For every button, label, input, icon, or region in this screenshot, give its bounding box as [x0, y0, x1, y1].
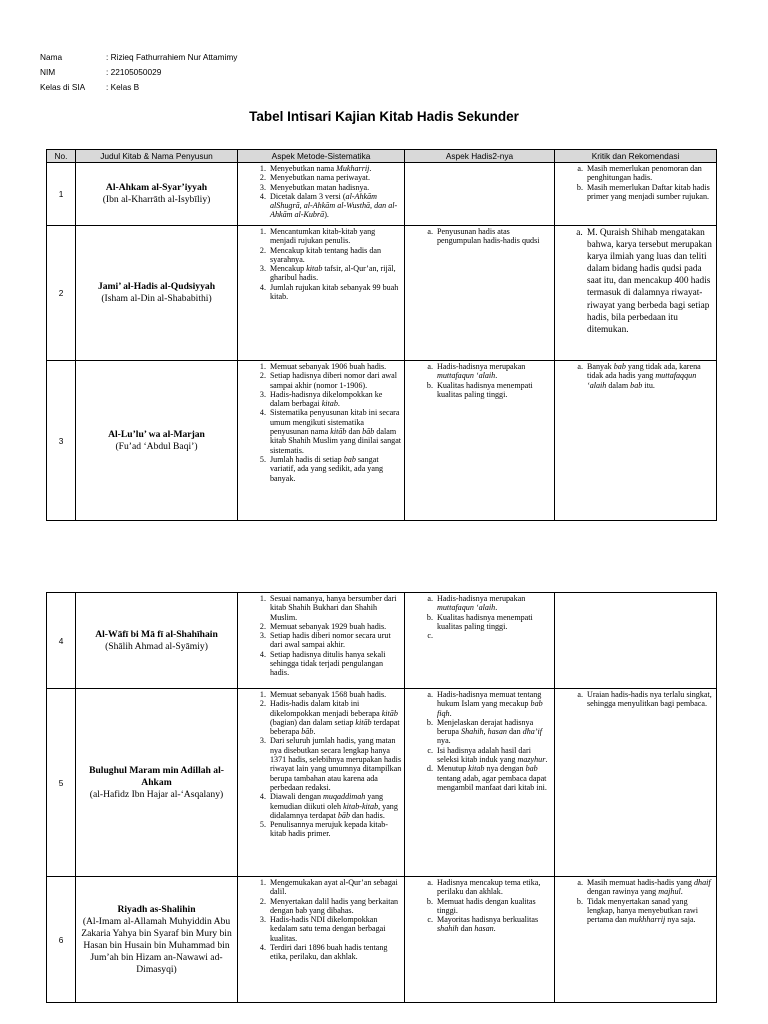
- header-judul: Judul Kitab & Nama Penyusun: [76, 150, 238, 163]
- header-metode: Aspek Metode-Sistematika: [238, 150, 405, 163]
- metode-list: [238, 690, 404, 839]
- book-author: (Isham al-Din al-Shababithi): [101, 293, 212, 304]
- kritik-cell: [555, 361, 717, 521]
- list-item: a. Uraian hadis-hadis nya terlalu singkat, sehingga menyulitkan bagi pembaca.: [585, 690, 714, 709]
- book-author: (Fu’ad ‘Abdul Baqi’): [115, 440, 198, 452]
- metode-cell: [238, 361, 405, 521]
- list-item: 3. Hadis-hadisnya dikelompokkan ke dalam berbagai kitab.: [268, 390, 402, 409]
- list-item: 4. Sistematika penyusunan kitab ini secara umum mengikuti sistematika penyusunan nama kitāb dan bāb dalam kitab Shahih Muslim yang dinilai sangat sistematis.: [268, 408, 402, 454]
- list-item: b. Masih memerlukan Daftar kitab hadis primer yang menjadi sumber rujukan.: [585, 183, 714, 202]
- list-item: 2. Menyebutkan nama periwayat.: [268, 173, 402, 182]
- list-item: a. M. Quraish Shihab mengatakan bahwa, karya tersebut merupakan karya ilmiah yang luas dan teliti dalam bidang hadis qudsi pada saat itu, dan mencakup 400 hadis termasuk di dalamnya riwayat-riwayat yang berbeda bagi setiap hadis, bila perbedaan itu ditemukan.: [585, 227, 714, 336]
- book-title: Al-Lu’lu’ wa al-Marjan: [108, 428, 205, 440]
- book-title-cell: [76, 593, 238, 689]
- kritik-list: [555, 362, 716, 390]
- metode-list: [238, 594, 404, 678]
- list-item: 3. Hadis-hadis NDI dikelompokkan kedalam satu tema dengan berbagai kualitas.: [268, 915, 402, 943]
- metode-list: [238, 878, 404, 962]
- kritik-list: [555, 878, 716, 924]
- list-item: a. Hadis-hadisnya merupakan muttafaqun ‘alaih.: [435, 594, 552, 613]
- list-item: 4. Jumlah rujukan kitab sebanyak 99 buah kitab.: [268, 283, 402, 302]
- header-no: No.: [47, 150, 76, 163]
- book-title: Al-Ahkam al-Syar’iyyah: [105, 182, 208, 193]
- metode-list: [238, 362, 404, 483]
- table-row: [47, 877, 717, 1003]
- book-author: (Al-Imam al-Allamah Muhyiddin Abu Zakaria Yahya bin Syaraf bin Mury bin Hasan bin Husain bin Muhammad bin Jum’ah bin Hizam an-Nawawi ad-Dimasyqi): [81, 915, 232, 975]
- metode-cell: [238, 593, 405, 689]
- hadis-cell: [405, 593, 555, 689]
- hadis-cell: [405, 689, 555, 877]
- hadis-list: [405, 690, 554, 792]
- kelas-label: Kelas di SIA: [40, 82, 86, 92]
- list-item: a. Masih memerlukan penomoran dan penghitungan hadis.: [585, 164, 714, 183]
- metode-cell: [238, 877, 405, 1003]
- header-kritik: Kritik dan Rekomendasi: [555, 150, 717, 163]
- hadis-list: [405, 362, 554, 399]
- list-item: b. Kualitas hadisnya menempati kualitas paling tinggi.: [435, 381, 552, 400]
- list-item: [435, 631, 552, 640]
- list-item: a. Banyak bab yang tidak ada, karena tidak ada hadis yang muttafaqqun ‘alaih dalam bab itu.: [585, 362, 714, 390]
- hadis-cell: [405, 877, 555, 1003]
- list-item: 1. Memuat sebanyak 1906 buah hadis.: [268, 362, 402, 371]
- table-part-1: [46, 149, 717, 521]
- kritik-cell: [555, 226, 717, 361]
- list-item: b. Tidak menyertakan sanad yang lengkap, hanya menyebutkan rawi pertama dan mukhharrij nya saja.: [585, 897, 714, 925]
- book-title-cell: [76, 226, 238, 361]
- table-row: [47, 361, 717, 521]
- name-label: Nama: [40, 52, 63, 62]
- list-item: 1. Sesuai namanya, hanya bersumber dari kitab Shahih Bukhari dan Shahih Muslim.: [268, 594, 402, 622]
- hadis-list: [405, 227, 554, 246]
- kritik-cell: [555, 593, 717, 689]
- row-number: 2: [47, 226, 76, 361]
- list-item: 5. Penulisannya merujuk kepada kitab-kitab hadis primer.: [268, 820, 402, 839]
- hadis-cell: [405, 163, 555, 226]
- row-number: 1: [47, 163, 76, 226]
- book-title: Riyadh as-Shalihin: [117, 903, 196, 915]
- row-number: 5: [47, 689, 76, 877]
- list-item: 3. Menyebutkan matan hadisnya.: [268, 183, 402, 192]
- hadis-list: [405, 594, 554, 640]
- name-value: : Rizieq Fathurrahiem Nur Attamimy: [106, 52, 238, 62]
- list-item: 2. Hadis-hadis dalam kitab ini dikelompokkan menjadi beberapa kitāb (bagian) dan dalam setiap kitāb terdapat beberapa bāb.: [268, 699, 402, 736]
- book-title: Bulughul Maram min Adillah al-Ahkam: [89, 764, 224, 788]
- page-title: Tabel Intisari Kajian Kitab Hadis Sekunder: [249, 109, 519, 124]
- kritik-list: [555, 164, 716, 201]
- kritik-cell: [555, 163, 717, 226]
- list-item: 5. Jumlah hadis di setiap bab sangat variatif, ada yang sedikit, ada yang banyak.: [268, 455, 402, 483]
- list-item: b. Menjelaskan derajat hadisnya berupa Shahih, hasan dan dha’if nya.: [435, 718, 552, 746]
- list-item: 2. Menyertakan dalil hadis yang berkaitan dengan bab yang dibahas.: [268, 897, 402, 916]
- list-item: a. Hadis-hadisnya memuat tentang hukum Islam yang mecakup bab fiqh.: [435, 690, 552, 718]
- nim-label: NIM: [40, 67, 56, 77]
- list-item: 4. Diawali dengan muqaddimah yang kemudian diikuti oleh kitab-kitab, yang didalamnya terdapat bāb dan hadis.: [268, 792, 402, 820]
- kritik-list: [555, 227, 716, 336]
- header-hadis: Aspek Hadis2-nya: [405, 150, 555, 163]
- info-row-name: [40, 50, 237, 65]
- list-item: 1. Memuat sebanyak 1568 buah hadis.: [268, 690, 402, 699]
- list-item: d. Menutup kitab nya dengan bab tentang adab, agar pembaca dapat mengambil manfaat dari kitab ini.: [435, 764, 552, 792]
- hadis-cell: [405, 361, 555, 521]
- list-item: b. Kualitas hadisnya menempati kualitas paling tinggi.: [435, 613, 552, 632]
- list-item: 3. Mencakup kitab tafsir, al-Qur’an, rijāl, gharibul hadis.: [268, 264, 402, 283]
- metode-cell: [238, 689, 405, 877]
- list-item: 3. Setiap hadis diberi nomor secara urut dari awal sampai akhir.: [268, 631, 402, 650]
- book-title-cell: [76, 877, 238, 1003]
- metode-list: [238, 164, 404, 220]
- table-row: [47, 226, 717, 361]
- row-number: 6: [47, 877, 76, 1003]
- table-row: [47, 163, 717, 226]
- info-row-nim: [40, 65, 237, 80]
- metode-cell: [238, 163, 405, 226]
- book-title-cell: [76, 361, 238, 521]
- book-author: (Shālih Ahmad al-Syāmiy): [105, 640, 208, 652]
- list-item: 2. Memuat sebanyak 1929 buah hadis.: [268, 622, 402, 631]
- metode-list: [238, 227, 404, 301]
- hadis-list: [405, 878, 554, 934]
- list-item: a. Hadis-hadisnya merupakan muttafaqun ‘alaih.: [435, 362, 552, 381]
- list-item: a. Penyusunan hadis atas pengumpulan hadis-hadis qudsi: [435, 227, 552, 246]
- list-item: 2. Setiap hadisnya diberi nomor dari awal sampai akhir (nomor 1-1906).: [268, 371, 402, 390]
- kritik-cell: [555, 877, 717, 1003]
- table-row: [47, 689, 717, 877]
- book-title-cell: [76, 689, 238, 877]
- table-header-row: [47, 150, 717, 163]
- row-number: 4: [47, 593, 76, 689]
- list-item: 1. Mencantumkan kitab-kitab yang menjadi rujukan penulis.: [268, 227, 402, 246]
- info-row-kelas: [40, 80, 237, 95]
- list-item: 2. Mencakup kitab tentang hadis dan syarahnya.: [268, 246, 402, 265]
- book-title: Al-Wāfī bi Mā fī al-Shahīhain: [95, 628, 218, 640]
- row-number: 3: [47, 361, 76, 521]
- hadis-cell: [405, 226, 555, 361]
- list-item: 1. Mengemukakan ayat al-Qur’an sebagai dalil.: [268, 878, 402, 897]
- list-item: a. Masih memuat hadis-hadis yang dhaif dengan rawinya yang majhul.: [585, 878, 714, 897]
- kritik-list: [555, 690, 716, 709]
- list-item: a. Hadisnya mencakup tema etika, perilaku dan akhlak.: [435, 878, 552, 897]
- list-item: 4. Terdiri dari 1896 buah hadis tentang etika, perilaku, dan akhlak.: [268, 943, 402, 962]
- list-item: b. Memuat hadis dengan kualitas tinggi.: [435, 897, 552, 916]
- list-item: 3. Dari seluruh jumlah hadis, yang matan nya disebutkan secara lengkap hanya 1371 hadis, selebihnya merupakan hadis riwayat lain yang umumnya ditampilkan berupa tambahan atau karena ada perbedaan redaksi.: [268, 736, 402, 792]
- table-row: [47, 593, 717, 689]
- list-item: c. Mayoritas hadisnya berkualitas shahih dan hasan.: [435, 915, 552, 934]
- list-item: 4. Dicetak dalam 3 versi (al-Ahkām alShugrā, al-Ahkām al-Wusthā, dan al-Ahkām al-Kubrā).: [268, 192, 402, 220]
- table-part-2: [46, 592, 717, 1003]
- book-title: Jami’ al-Hadis al-Qudsiyyah: [97, 281, 216, 292]
- list-item: 1. Menyebutkan nama Mukharrij.: [268, 164, 402, 173]
- metode-cell: [238, 226, 405, 361]
- kritik-cell: [555, 689, 717, 877]
- student-info: [40, 50, 237, 95]
- list-item: 4. Setiap hadisnya ditulis hanya sekali sehingga tidak terjadi pengulangan hadis.: [268, 650, 402, 678]
- nim-value: : 22105050029: [106, 67, 162, 77]
- book-title-cell: [76, 163, 238, 226]
- list-item: c. Isi hadisnya adalah hasil dari seleksi kitab induk yang mazyhur.: [435, 746, 552, 765]
- kelas-value: : Kelas B: [106, 82, 140, 92]
- book-author: (Ibn al-Kharrāth al-Isybīliy): [102, 194, 211, 205]
- book-author: (al-Hafidz Ibn Hajar al-‘Asqalany): [89, 788, 224, 800]
